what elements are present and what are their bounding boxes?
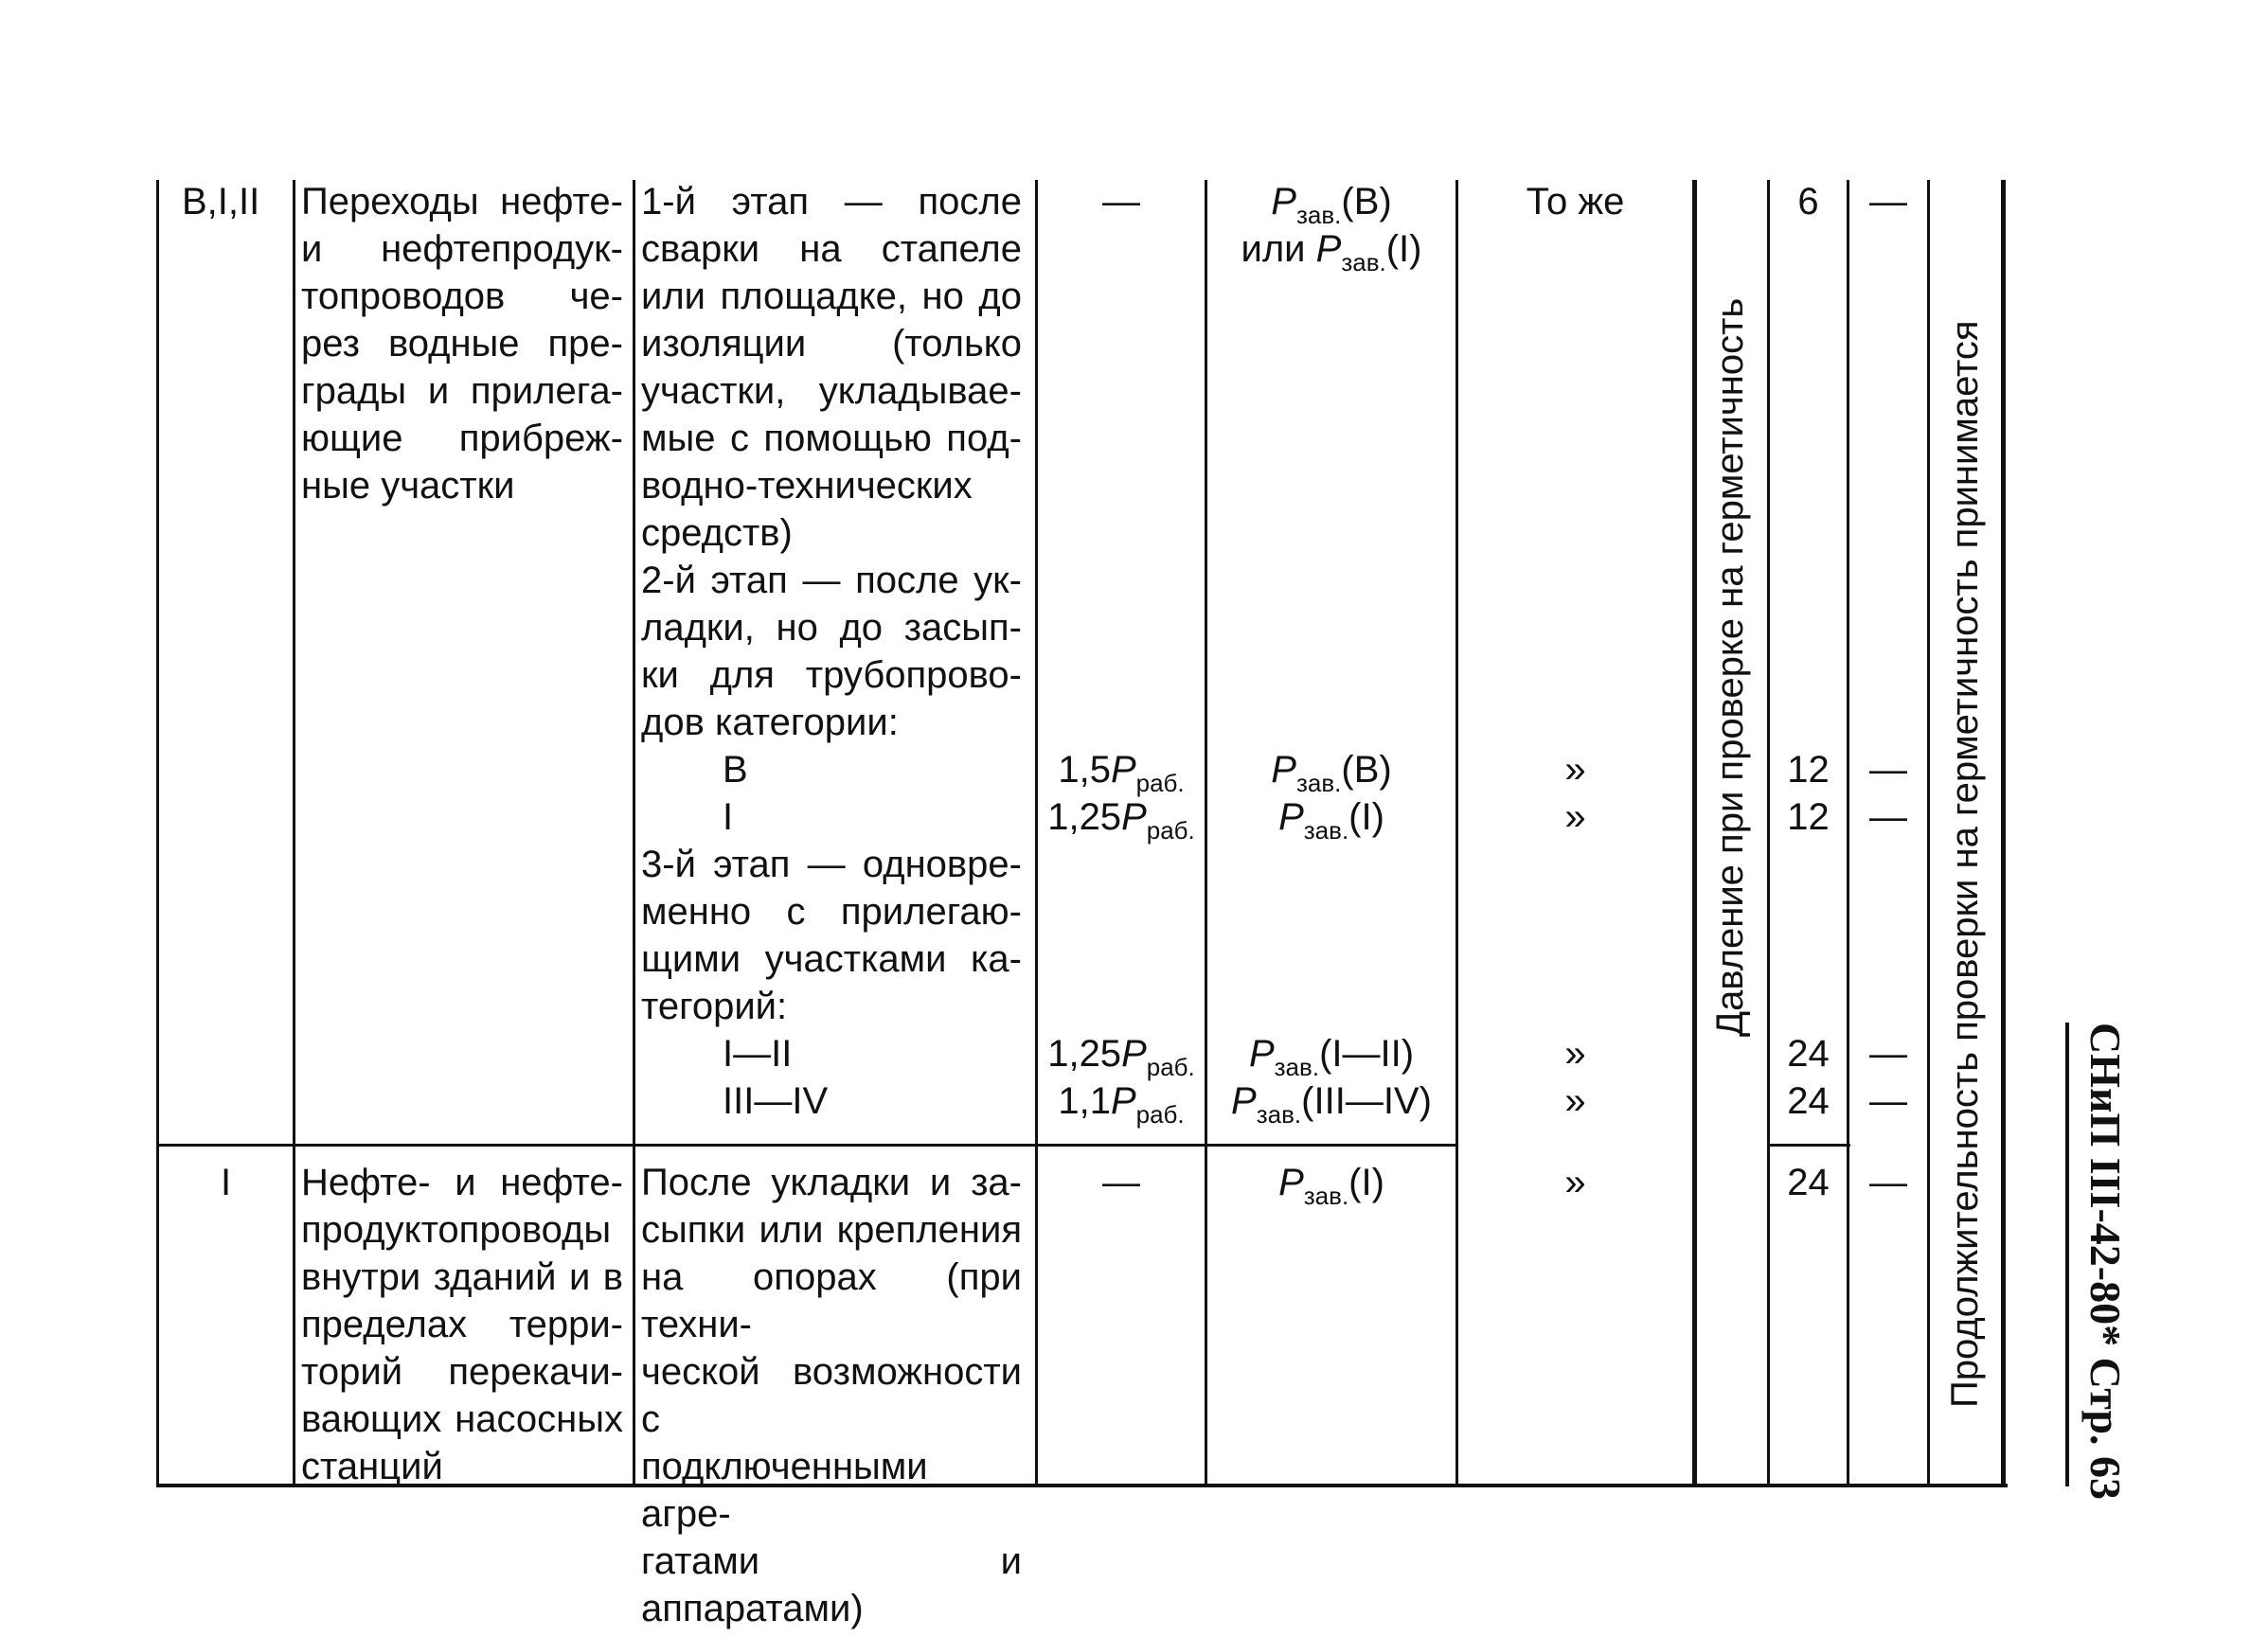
row2-tightness: $P_{зав.}(I)$ [1278,1162,1384,1210]
header-rule [2065,1023,2069,1486]
row1-stage3-text: 3-й этап — одновре- менно с прилегаю- щими участками ка- тегорий: [641,844,1022,1027]
row1-stage2-b-ditto: » [1564,749,1586,791]
row1-stage3-2-ditto: » [1564,1080,1586,1122]
row1-stage2-i-tightness: $P_{зав.}(I)$ [1278,796,1384,845]
row1-stage2-sub-i: I [723,796,734,838]
row1-stage3-1-ditto: » [1564,1033,1586,1075]
row1-stage2-sub-b: В [723,749,748,791]
col-line-2 [633,180,635,1486]
vertical-pressure-tightness: Давление при проверке на герметичность [1709,297,1751,1037]
row1-stage3-1-strength: $1,25P_{раб.}$ [1047,1033,1195,1081]
row1-stage2-i-strength: $1,25P_{раб.}$ [1047,796,1195,845]
col-line-1 [293,180,295,1486]
row2-ditto: » [1564,1162,1586,1203]
row-divider [156,1144,1458,1147]
col-line-right [2001,180,2006,1486]
row1-stage2-text: 2-й этап — после ук- ладки, но до засып- ки для трубопрово- дов категории: [641,560,1022,743]
row1-stage1-hours: 6 [1797,181,1819,222]
row1-stage2-i-hours: 12 [1787,796,1830,838]
row1-stage3-2-last: — [1869,1080,1907,1122]
col-line-6 [1692,180,1697,1486]
col-line-9 [1927,180,1930,1486]
row2-last: — [1869,1162,1907,1203]
row1-stage2-b-tightness: $P_{зав.}(В)$ [1271,749,1392,797]
row2-strength: — [1102,1162,1140,1203]
row1-stage1-tightness-alt: или $P_{зав.}(I)$ [1241,228,1422,276]
row1-stage2-b-strength: $1,5P_{раб.}$ [1058,749,1185,797]
row1-stage3-2-strength: $1,1P_{раб.}$ [1058,1080,1185,1129]
row1-stage3-1-tightness: $P_{зав.}(I—II)$ [1248,1033,1415,1081]
row1-stage1-text: 1-й этап — после сварки на стапеле или площадке, но до изоляции (только участки, укладывае- мые с помощью под- водно-технических средств) [641,181,1022,554]
col-line-left [156,180,159,1486]
row-divider-hours [1769,1144,1850,1147]
vertical-duration-tightness: Продолжительность проверки на герметичность принимается [1944,320,1986,1408]
row1-stage1-tightness: $P_{зав.}(В)$ [1271,181,1392,229]
row1-stage1-last: — [1869,181,1907,222]
row1-stage3-1-hours: 24 [1787,1033,1830,1075]
row1-stage3-sub-2: III—IV [723,1080,829,1122]
row1-stage2-i-last: — [1869,796,1907,838]
row1-stage3-1-last: — [1869,1033,1907,1075]
row1-stage2-b-last: — [1869,749,1907,791]
row1-stage3-sub-1: I—II [723,1033,793,1075]
row1-stage3-2-tightness: $P_{зав.}(III—IV)$ [1231,1080,1432,1129]
page-header: СНиП III-42-80* Стр. 63 [2081,1023,2130,1500]
row2-object-description: Нефте- и нефте- продуктопроводы внутри зданий и в пределах терри- торий перекачи- вающих насосных станций [301,1162,623,1487]
row1-stage2-i-ditto: » [1564,796,1586,838]
row2-hours: 24 [1787,1162,1830,1203]
row1-object-description: Переходы нефте- и нефтепродук- топроводов че- рез водные пре- грады и прилега- ющие прибреж- ные участки [301,181,623,507]
row1-stage3-2-hours: 24 [1787,1080,1830,1122]
row2-category: I [220,1162,232,1203]
row1-stage1-duration: То же [1526,181,1625,222]
row1-stage2-b-hours: 12 [1787,749,1830,791]
row1-category: В,I,II [182,181,260,222]
row2-stage-text: После укладки и за- сыпки или крепления на опорах (при техни- ческой возможности с подключенными агре- гатами и аппаратами) [641,1162,1022,1629]
row1-stage1-strength: — [1102,181,1140,222]
